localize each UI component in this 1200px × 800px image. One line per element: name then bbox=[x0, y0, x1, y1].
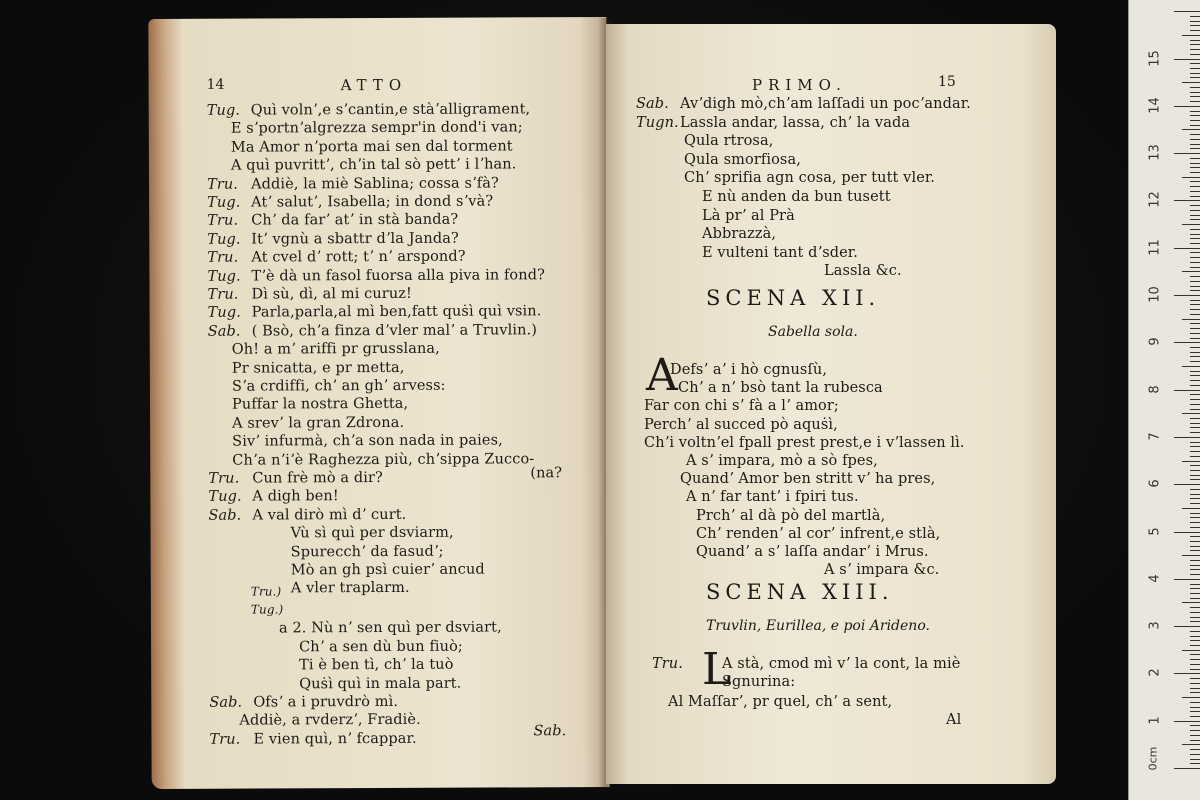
ruler-tick bbox=[1182, 35, 1200, 36]
ruler-tick bbox=[1190, 25, 1200, 26]
ruler-tick bbox=[1190, 68, 1200, 69]
ruler-tick bbox=[1190, 692, 1200, 693]
ruler-tick bbox=[1190, 423, 1200, 424]
speaker-label: Tug. bbox=[207, 194, 241, 211]
scene-12-title: SCENA XII. bbox=[706, 286, 881, 310]
ruler-tick bbox=[1190, 148, 1200, 149]
ruler-number: 3 bbox=[1147, 621, 1163, 630]
ruler-tick bbox=[1190, 711, 1200, 712]
ruler-tick bbox=[1190, 54, 1200, 55]
ruler-tick bbox=[1190, 404, 1200, 405]
ruler-tick bbox=[1190, 371, 1200, 372]
ruler-tick bbox=[1190, 451, 1200, 452]
ruler-tick bbox=[1190, 683, 1200, 684]
ruler-tick bbox=[1174, 342, 1200, 343]
ruler-tick bbox=[1190, 163, 1200, 164]
ruler-tick bbox=[1190, 740, 1200, 741]
ruler-tick bbox=[1190, 725, 1200, 726]
right-page bbox=[606, 24, 1056, 784]
ruler-tick bbox=[1190, 111, 1200, 112]
ruler-tick bbox=[1190, 394, 1200, 395]
speaker-label: Sab. bbox=[207, 323, 241, 340]
ruler-tick bbox=[1190, 134, 1200, 135]
ruler-tick bbox=[1190, 636, 1200, 637]
ruler-tick bbox=[1190, 522, 1200, 523]
speaker-label: Tug. bbox=[206, 102, 241, 119]
verse-line: E sʼportnʼalgrezza sempr'in dond'i van; bbox=[230, 119, 523, 138]
ruler-tick bbox=[1182, 508, 1200, 509]
ruler-tick bbox=[1174, 295, 1200, 296]
verse-line: E vulteni tant dʼsder. bbox=[702, 244, 858, 261]
ruler-tick bbox=[1190, 446, 1200, 447]
ruler-tick bbox=[1182, 366, 1200, 367]
verse-line: Addiè, a rvderzʼ, Fradiè. bbox=[239, 712, 421, 730]
ruler-tick bbox=[1190, 115, 1200, 116]
ruler-tick bbox=[1190, 172, 1200, 173]
ruler-tick bbox=[1190, 144, 1200, 145]
ruler-tick bbox=[1190, 631, 1200, 632]
speaker-label: Sab. bbox=[208, 507, 242, 524]
ruler-tick bbox=[1190, 541, 1200, 542]
ruler-tick bbox=[1182, 697, 1200, 698]
ruler-tick bbox=[1190, 593, 1200, 594]
ruler-tick bbox=[1182, 129, 1200, 130]
ruler-tick bbox=[1190, 517, 1200, 518]
scene-13-persons: Truvlin, Eurillea, e poi Arideno. bbox=[706, 618, 930, 634]
speaker-label: Tru. bbox=[209, 731, 241, 748]
ruler-tick bbox=[1190, 234, 1200, 235]
ruler-tick bbox=[1174, 484, 1200, 485]
ruler-number: 12 bbox=[1147, 191, 1163, 209]
verse-line: E vien quì, nʼ fcappar. bbox=[253, 730, 417, 748]
ruler-number: 5 bbox=[1147, 526, 1163, 536]
ruler-tick bbox=[1190, 181, 1200, 182]
ruler-tick bbox=[1190, 139, 1200, 140]
ruler-tick bbox=[1190, 101, 1200, 102]
ruler-tick bbox=[1190, 281, 1200, 282]
verse-line: Sgnurina: bbox=[722, 674, 796, 690]
verse-line: A digh ben! bbox=[252, 488, 339, 505]
verse-line: Itʼ vgnù a sbattr dʼla Janda? bbox=[251, 230, 459, 248]
verse-line: Sʼa crdiffi, chʼ an ghʼ arvess: bbox=[231, 377, 446, 395]
ruler-tick bbox=[1190, 702, 1200, 703]
ruler-tick bbox=[1190, 352, 1200, 353]
verse-line: Cun frè mò a dir? bbox=[252, 469, 383, 487]
verse-line: A vler traplarm. bbox=[290, 580, 410, 597]
ruler-tick bbox=[1190, 314, 1200, 315]
ruler-tick bbox=[1190, 759, 1200, 760]
verse-line: Prchʼ al dà pò del martlà, bbox=[696, 507, 886, 524]
ruler-tick bbox=[1190, 252, 1200, 253]
ruler-number: 4 bbox=[1147, 574, 1163, 583]
ruler-tick bbox=[1182, 319, 1200, 320]
verse-line: Defsʼ aʼ i hò cgnusſù, bbox=[670, 362, 828, 378]
ruler-tick bbox=[1190, 569, 1200, 570]
verse-line: Quṡì quì in mala part. bbox=[299, 675, 462, 692]
ruler-tick bbox=[1190, 338, 1200, 339]
ruler-tick bbox=[1174, 768, 1200, 769]
ruler-tick bbox=[1190, 73, 1200, 74]
ruler-tick bbox=[1190, 167, 1200, 168]
ruler-tick bbox=[1190, 470, 1200, 471]
speaker-label: Tru. bbox=[208, 470, 240, 487]
ruler-tick bbox=[1190, 494, 1200, 495]
ruler-tick bbox=[1190, 323, 1200, 324]
verse-line: a 2. Nù nʼ sen quì per dsviart, bbox=[278, 619, 502, 637]
verse-line: Al Maſſarʼ, pr quel, chʼ a sent, bbox=[668, 694, 893, 710]
verse-line: Sivʼ infurmà, chʼa son nada in paies, bbox=[232, 432, 503, 450]
ruler-number: 10 bbox=[1147, 286, 1163, 303]
open-book bbox=[150, 18, 1056, 788]
ruler-tick bbox=[1174, 626, 1200, 627]
ruler-tick bbox=[1190, 409, 1200, 410]
ruler-tick bbox=[1190, 584, 1200, 585]
ruler-tick bbox=[1190, 229, 1200, 230]
verse-line: Qula smorfiosa, bbox=[684, 151, 801, 168]
bracket-speaker-bottom: Tug.) bbox=[250, 602, 284, 617]
ruler-tick bbox=[1190, 205, 1200, 206]
verse-line: Pr snicatta, e pr metta, bbox=[231, 359, 405, 377]
verse-line: Abbrazzà, bbox=[702, 226, 777, 243]
scene-13-dropcap: L bbox=[702, 644, 732, 695]
ruler-tick bbox=[1174, 673, 1200, 674]
ruler-tick bbox=[1190, 290, 1200, 291]
ruler-tick bbox=[1190, 361, 1200, 362]
ruler-tick bbox=[1190, 607, 1200, 608]
verse-line: A sʼ impara, mò a sò fpes, bbox=[686, 453, 878, 469]
ruler-tick bbox=[1190, 640, 1200, 641]
verse-line: Lassla andar, lassa, chʼ la vada bbox=[680, 114, 911, 131]
ruler-tick bbox=[1190, 44, 1200, 45]
ruler-number: 7 bbox=[1147, 432, 1163, 441]
verse-line: Avʼdigh mò,chʼam laſſadi un pocʼandar. bbox=[680, 96, 971, 112]
speaker-label: Tru. bbox=[207, 286, 239, 303]
verse-line: Tʼè dà un fasol fuorsa alla piva in fond? bbox=[251, 266, 545, 285]
verse-line: Quandʼ Amor ben stritt vʼ ha pres, bbox=[680, 471, 936, 488]
ruler-tick bbox=[1190, 300, 1200, 301]
ruler-tick bbox=[1190, 612, 1200, 613]
verse-line: Spurecchʼ da fasudʼ; bbox=[290, 543, 444, 560]
ruler-tick bbox=[1174, 437, 1200, 438]
ruler-unit-label: 0cm bbox=[1146, 746, 1160, 771]
speaker-label: Tug. bbox=[207, 268, 241, 285]
verse-line: A quì puvrittʼ, chʼin tal sò pettʼ i lʼhan. bbox=[230, 156, 517, 174]
ruler-tick bbox=[1190, 49, 1200, 50]
verse-line: Ti è ben tì, chʼ la tuò bbox=[299, 656, 454, 674]
ruler-tick bbox=[1190, 688, 1200, 689]
ruler-tick bbox=[1190, 309, 1200, 310]
ruler-tick bbox=[1190, 707, 1200, 708]
verse-line: Puffar la nostra Ghetta, bbox=[231, 396, 409, 414]
ruler-tick bbox=[1190, 489, 1200, 490]
ruler-tick bbox=[1190, 730, 1200, 731]
ruler-tick bbox=[1190, 16, 1200, 17]
ruler-tick bbox=[1190, 40, 1200, 41]
verse-line: Mò an gh psì cuierʼ ancud bbox=[290, 561, 485, 579]
ruler-tick bbox=[1190, 356, 1200, 357]
ruler-tick bbox=[1190, 503, 1200, 504]
ruler-tick bbox=[1190, 456, 1200, 457]
scene-13-title: SCENA XIII. bbox=[706, 580, 894, 604]
ruler-tick bbox=[1182, 555, 1200, 556]
ruler-tick bbox=[1174, 721, 1200, 722]
ruler-tick bbox=[1190, 588, 1200, 589]
ruler-tick bbox=[1190, 347, 1200, 348]
verse-line: Vù sì quì per dsviarm, bbox=[290, 524, 454, 542]
ruler-tick bbox=[1190, 158, 1200, 159]
scene-13-speaker: Tru. bbox=[652, 656, 683, 672]
verse-line: Chʼ da farʼ atʼ in stà banda? bbox=[251, 212, 459, 229]
verse-line: Atʼ salutʼ, Isabella; in dond sʼvà? bbox=[251, 193, 494, 211]
ruler-tick bbox=[1174, 59, 1200, 60]
ruler-tick bbox=[1190, 77, 1200, 78]
page-number-right: 15 bbox=[938, 74, 956, 90]
speaker-label: Tugn. bbox=[636, 114, 679, 131]
ruler-number: 1 bbox=[1147, 716, 1163, 725]
ruler-tick bbox=[1182, 82, 1200, 83]
scene-12-dropcap: A bbox=[646, 350, 678, 401]
ruler-tick bbox=[1174, 579, 1200, 580]
ruler-tick bbox=[1190, 96, 1200, 97]
ruler-tick bbox=[1190, 257, 1200, 258]
ruler-tick bbox=[1190, 664, 1200, 665]
ruler-tick bbox=[1174, 390, 1200, 391]
speaker-label: Tug. bbox=[207, 304, 241, 322]
left-page bbox=[148, 17, 609, 789]
ruler-tick bbox=[1190, 120, 1200, 121]
ruler-tick bbox=[1190, 560, 1200, 561]
verse-line: Addiè, la miè Sablina; cossa sʼfà? bbox=[251, 175, 499, 193]
ruler-tick bbox=[1174, 153, 1200, 154]
ruler-tick bbox=[1174, 532, 1200, 533]
catchword-left: Sab. bbox=[533, 723, 567, 740]
ruler-tick bbox=[1190, 380, 1200, 381]
verse-line: Chʼ rendenʼ al corʼ infrent,e stlà, bbox=[696, 525, 941, 542]
ruler-tick bbox=[1190, 669, 1200, 670]
ruler-tick bbox=[1190, 276, 1200, 277]
speaker-label: Tru. bbox=[207, 176, 239, 193]
ruler-tick bbox=[1174, 11, 1200, 12]
ruler-number: 15 bbox=[1147, 49, 1163, 67]
ruler-tick bbox=[1190, 617, 1200, 618]
ruler-tick bbox=[1190, 498, 1200, 499]
verse-line: Lassla &c. bbox=[824, 263, 902, 280]
overflow-word: (na? bbox=[530, 465, 563, 482]
ruler-tick bbox=[1190, 191, 1200, 192]
verse-line: Chʼ a nʼ bsò tant la rubesca bbox=[678, 380, 883, 397]
verse-line: Chʼ sprifia agn cosa, per tutt vler. bbox=[684, 170, 936, 187]
ruler-tick bbox=[1190, 238, 1200, 239]
ruler-number: 8 bbox=[1147, 384, 1163, 394]
ruler-number: 13 bbox=[1147, 144, 1163, 161]
ruler-tick bbox=[1190, 385, 1200, 386]
speaker-label: Tug. bbox=[207, 231, 241, 248]
ruler-tick bbox=[1190, 654, 1200, 655]
ruler-number: 11 bbox=[1147, 238, 1163, 256]
ruler-tick bbox=[1190, 527, 1200, 528]
catchword-right: Al bbox=[946, 712, 962, 728]
verse-line: A sʼ impara &c. bbox=[824, 562, 940, 579]
verse-line: ( Bsò, chʼa finza dʼvler malʼ a Truvlin.) bbox=[251, 322, 538, 340]
ruler-tick bbox=[1190, 328, 1200, 329]
ruler-tick bbox=[1174, 200, 1200, 201]
ruler-tick bbox=[1190, 418, 1200, 419]
ruler-tick bbox=[1190, 427, 1200, 428]
ruler-tick bbox=[1190, 716, 1200, 717]
ruler-number: 2 bbox=[1147, 668, 1163, 678]
verse-line: A stà, cmod mì vʼ la cont, la miè bbox=[722, 656, 961, 672]
ruler-tick bbox=[1190, 574, 1200, 575]
verse-line: Quandʼ a sʼ laſſa andarʼ i Mrus. bbox=[696, 544, 929, 560]
ruler-tick bbox=[1190, 267, 1200, 268]
verse-line: At cvel dʼ rott; tʼ nʼ arspond? bbox=[251, 248, 466, 266]
ruler-tick bbox=[1190, 659, 1200, 660]
ruler-tick bbox=[1190, 375, 1200, 376]
ruler-tick bbox=[1182, 744, 1200, 745]
verse-line: Far con chi sʼ fà a lʼ amor; bbox=[644, 398, 839, 415]
ruler-tick bbox=[1190, 125, 1200, 126]
ruler-tick bbox=[1190, 219, 1200, 220]
verse-line: Là prʼ al Prà bbox=[702, 207, 795, 224]
page-number-left: 14 bbox=[206, 76, 225, 93]
ruler-tick bbox=[1190, 479, 1200, 480]
ruler-tick bbox=[1182, 461, 1200, 462]
ruler-tick bbox=[1190, 550, 1200, 551]
verse-line: Chʼ a sen dù bun fiuò; bbox=[299, 638, 463, 656]
ruler-tick bbox=[1190, 749, 1200, 750]
ruler-tick bbox=[1190, 546, 1200, 547]
verse-line: Quì volnʼ,e sʼcantin,e stàʼalligrament, bbox=[250, 101, 531, 119]
ruler-tick bbox=[1182, 224, 1200, 225]
verse-line: Oh! a mʼ ariffi pr grusslana, bbox=[231, 340, 440, 358]
verse-line: Chʼa nʼiʼè Raghezza più, chʼsippa Zucco- bbox=[232, 450, 535, 469]
verse-line: Ma Amor nʼporta mai sen dal torment bbox=[230, 138, 513, 156]
ruler-tick bbox=[1190, 87, 1200, 88]
ruler-tick bbox=[1190, 432, 1200, 433]
bracket-speaker-top: Tru.) bbox=[250, 584, 282, 599]
ruler-tick bbox=[1190, 243, 1200, 244]
ruler-tick bbox=[1190, 763, 1200, 764]
ruler-tick bbox=[1174, 106, 1200, 107]
ruler-tick bbox=[1182, 413, 1200, 414]
verse-line: A val dirò mì dʼ curt. bbox=[252, 506, 407, 524]
ruler-tick bbox=[1190, 186, 1200, 187]
verse-line: Chʼi voltnʼel fpall prest prest,e i vʼlassen lì. bbox=[644, 434, 965, 451]
ruler-tick bbox=[1190, 678, 1200, 679]
ruler-tick bbox=[1190, 30, 1200, 31]
ruler-tick bbox=[1182, 271, 1200, 272]
verse-line: E nù anden da bun tusett bbox=[702, 189, 891, 205]
ruler-number: 9 bbox=[1147, 337, 1163, 346]
ruler-tick bbox=[1182, 602, 1200, 603]
measurement-ruler bbox=[1128, 0, 1200, 800]
ruler-tick bbox=[1190, 645, 1200, 646]
verse-line: Qula rtrosa, bbox=[684, 133, 774, 150]
verse-line: Parla,parla,al mì ben,fatt quṡì quì vsin. bbox=[251, 303, 542, 321]
ruler-tick bbox=[1190, 513, 1200, 514]
ruler-tick bbox=[1190, 465, 1200, 466]
ruler-tick bbox=[1190, 475, 1200, 476]
ruler-tick bbox=[1190, 21, 1200, 22]
ruler-number: 14 bbox=[1147, 97, 1163, 114]
ruler-tick bbox=[1190, 92, 1200, 93]
ruler-tick bbox=[1190, 286, 1200, 287]
running-header-left: ATTO bbox=[340, 75, 408, 95]
speaker-label: Sab. bbox=[636, 96, 669, 112]
ruler-tick bbox=[1190, 754, 1200, 755]
ruler-tick bbox=[1190, 399, 1200, 400]
ruler-tick bbox=[1182, 650, 1200, 651]
ruler-tick bbox=[1190, 442, 1200, 443]
verse-line: Perchʼ al succed pò aquṡì, bbox=[644, 416, 838, 433]
ruler-tick bbox=[1190, 565, 1200, 566]
speaker-label: Tru. bbox=[207, 249, 239, 266]
ruler-tick bbox=[1190, 63, 1200, 64]
ruler-tick bbox=[1190, 536, 1200, 537]
ruler-tick bbox=[1190, 262, 1200, 263]
ruler-tick bbox=[1182, 177, 1200, 178]
speaker-label: Tru. bbox=[207, 213, 239, 230]
verse-line: Ofsʼ a i pruvdrò mì. bbox=[253, 693, 399, 711]
speaker-label: Tug. bbox=[208, 488, 242, 506]
verse-line: A srevʼ la gran Zdrona. bbox=[232, 414, 405, 432]
ruler-tick bbox=[1190, 215, 1200, 216]
ruler-tick bbox=[1174, 248, 1200, 249]
ruler-tick bbox=[1190, 210, 1200, 211]
ruler-tick bbox=[1190, 304, 1200, 305]
ruler-number: 6 bbox=[1147, 479, 1163, 488]
ruler-tick bbox=[1190, 621, 1200, 622]
verse-line: A nʼ far tantʼ i fpiri tus. bbox=[686, 489, 859, 506]
speaker-label: Sab. bbox=[209, 694, 243, 711]
ruler-tick bbox=[1190, 735, 1200, 736]
scene-12-persons: Sabella sola. bbox=[768, 324, 858, 340]
ruler-tick bbox=[1190, 598, 1200, 599]
running-header-right: PRIMO. bbox=[752, 76, 847, 94]
ruler-tick bbox=[1190, 333, 1200, 334]
ruler-tick bbox=[1190, 196, 1200, 197]
verse-line: Dì sù, dì, al mi curuz! bbox=[251, 285, 412, 303]
